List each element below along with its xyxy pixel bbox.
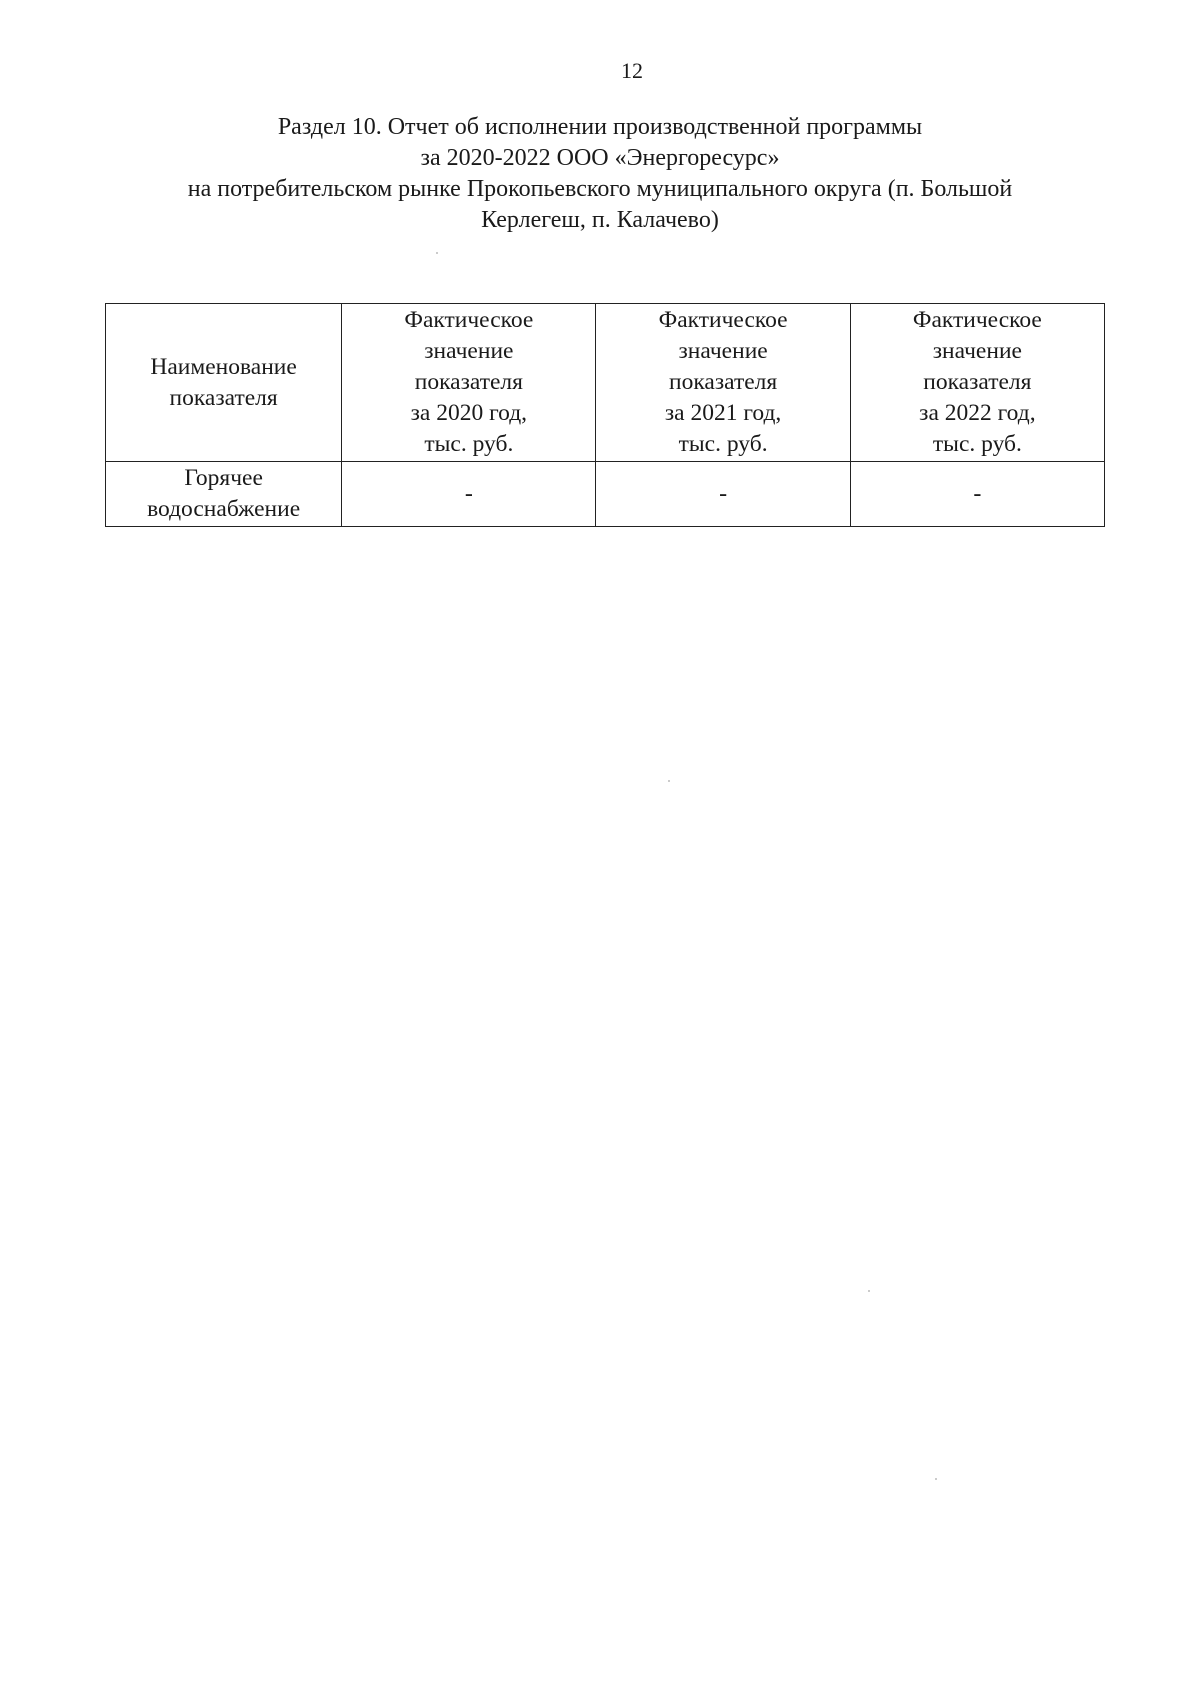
header-indicator-name — [106, 304, 342, 462]
scan-speck — [436, 252, 438, 254]
header-value-2020 — [342, 304, 596, 462]
header-indicator-name-text: Наименование показателя — [150, 353, 297, 411]
heading-line: Керлегеш, п. Калачево) — [481, 207, 719, 233]
heading-line: Раздел 10. Отчет об исполнении производственной программы — [277, 114, 923, 140]
scan-speck — [935, 1478, 937, 1480]
row-value-2020-text: - — [464, 480, 473, 507]
scan-speck — [668, 780, 670, 782]
row-value-2021-text: - — [719, 480, 728, 507]
header-value-2020-text: Фактическое значение показателя за 2020 год, тыс. руб. — [404, 307, 534, 457]
header-value-2021-text: Фактическое значение показателя за 2021 год, тыс. руб. — [658, 307, 788, 457]
row-value-2020 — [342, 462, 596, 527]
row-indicator-name-text: Горячее водоснабжение — [147, 465, 301, 522]
header-value-2022-text: Фактическое значение показателя за 2022 год, тыс. руб. — [912, 307, 1042, 457]
heading-line: за 2020-2022 ООО «Энергоресурс» — [420, 145, 780, 171]
row-value-2021 — [596, 462, 850, 527]
table-row — [106, 462, 1105, 527]
row-value-2022 — [850, 462, 1104, 527]
row-indicator-name — [106, 462, 342, 527]
page-number: 12 — [621, 58, 643, 83]
header-value-2022 — [850, 304, 1104, 462]
document-heading — [100, 112, 1100, 236]
scan-speck — [868, 1290, 870, 1292]
heading-line: на потребительском рынке Прокопьевского муниципального округа (п. Большой — [187, 176, 1013, 202]
table-header-row — [106, 304, 1105, 462]
header-value-2021 — [596, 304, 850, 462]
row-value-2022-text: - — [973, 480, 982, 507]
report-table — [105, 303, 1105, 527]
